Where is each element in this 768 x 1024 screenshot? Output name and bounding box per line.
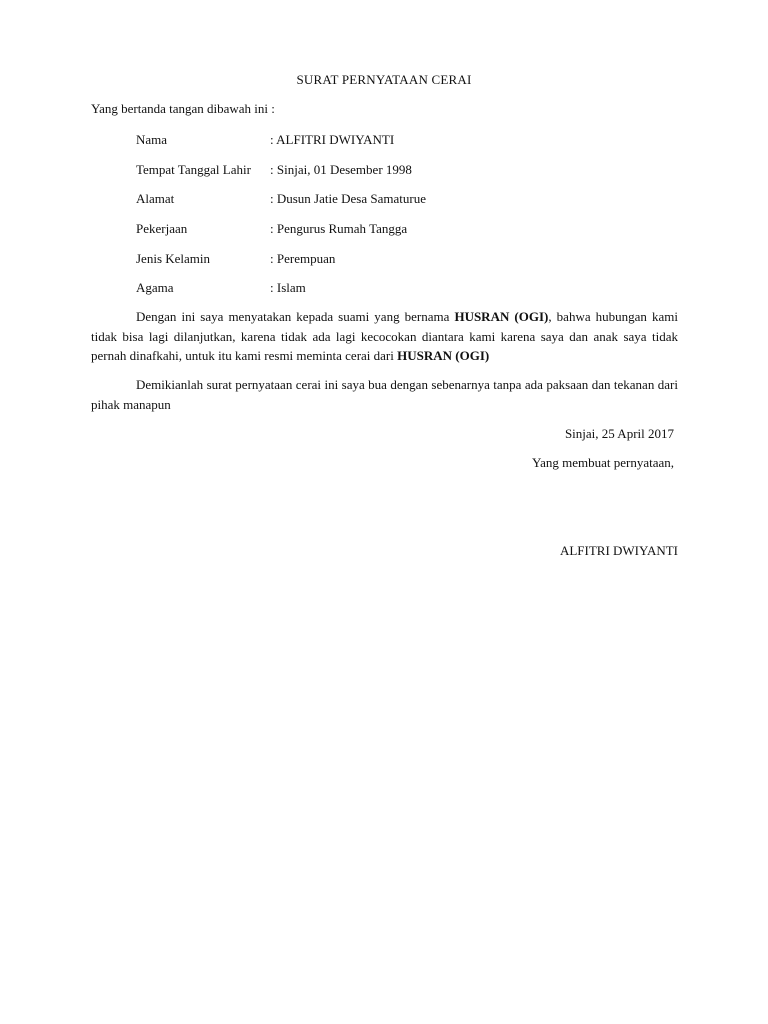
statement-text: , bahwa hubungan kami tidak bisa lagi dilanjutkan, karena tidak ada lagi kecocokan diantara kami karena saya dan anak saya tidak pernah dinafkahi, untuk itu kami resmi meminta cerai dari [91,309,678,363]
field-row-tempat-tanggal-lahir [136,162,426,192]
signatory-name: ALFITRI DWIYANTI [559,543,678,558]
field-row-pekerjaan [136,221,426,251]
field-value: : Pengurus Rumah Tangga [270,221,408,237]
signature-place-date: Sinjai, 25 April 2017 [564,426,674,441]
field-label: Alamat [136,191,175,207]
field-row-jenis-kelamin [136,251,426,281]
field-label: Jenis Kelamin [136,250,211,266]
closing-paragraph: Demikianlah surat pernyataan cerai ini saya bua dengan sebenarnya tanpa ada paksaan dan tekanan dari pihak manapun [91,377,678,412]
field-value: : Perempuan [270,250,336,266]
document-title: SURAT PERNYATAAN CERAI [296,72,472,87]
intro-text: Yang bertanda tangan dibawah ini : [91,101,275,116]
field-label: Pekerjaan [136,221,188,237]
signature-caption: Yang membuat pernyataan, [531,455,674,470]
field-value: : Dusun Jatie Desa Samaturue [270,191,426,207]
statement-paragraph [91,307,678,366]
field-value: : Sinjai, 01 Desember 1998 [270,161,412,177]
field-label: Agama [136,280,174,296]
statement-text: Dengan ini saya menyatakan kepada suami yang bernama [136,309,455,324]
field-row-agama [136,280,426,310]
field-label: Nama [136,132,168,147]
field-value: : ALFITRI DWIYANTI [270,132,395,147]
field-label: Tempat Tanggal Lahir [136,161,251,177]
identity-fields [136,132,426,310]
field-row-nama [136,132,426,162]
husband-name: HUSRAN (OGI) [454,309,549,324]
field-value: : Islam [270,280,306,296]
husband-name: HUSRAN (OGI) [397,348,490,363]
field-row-alamat [136,191,426,221]
